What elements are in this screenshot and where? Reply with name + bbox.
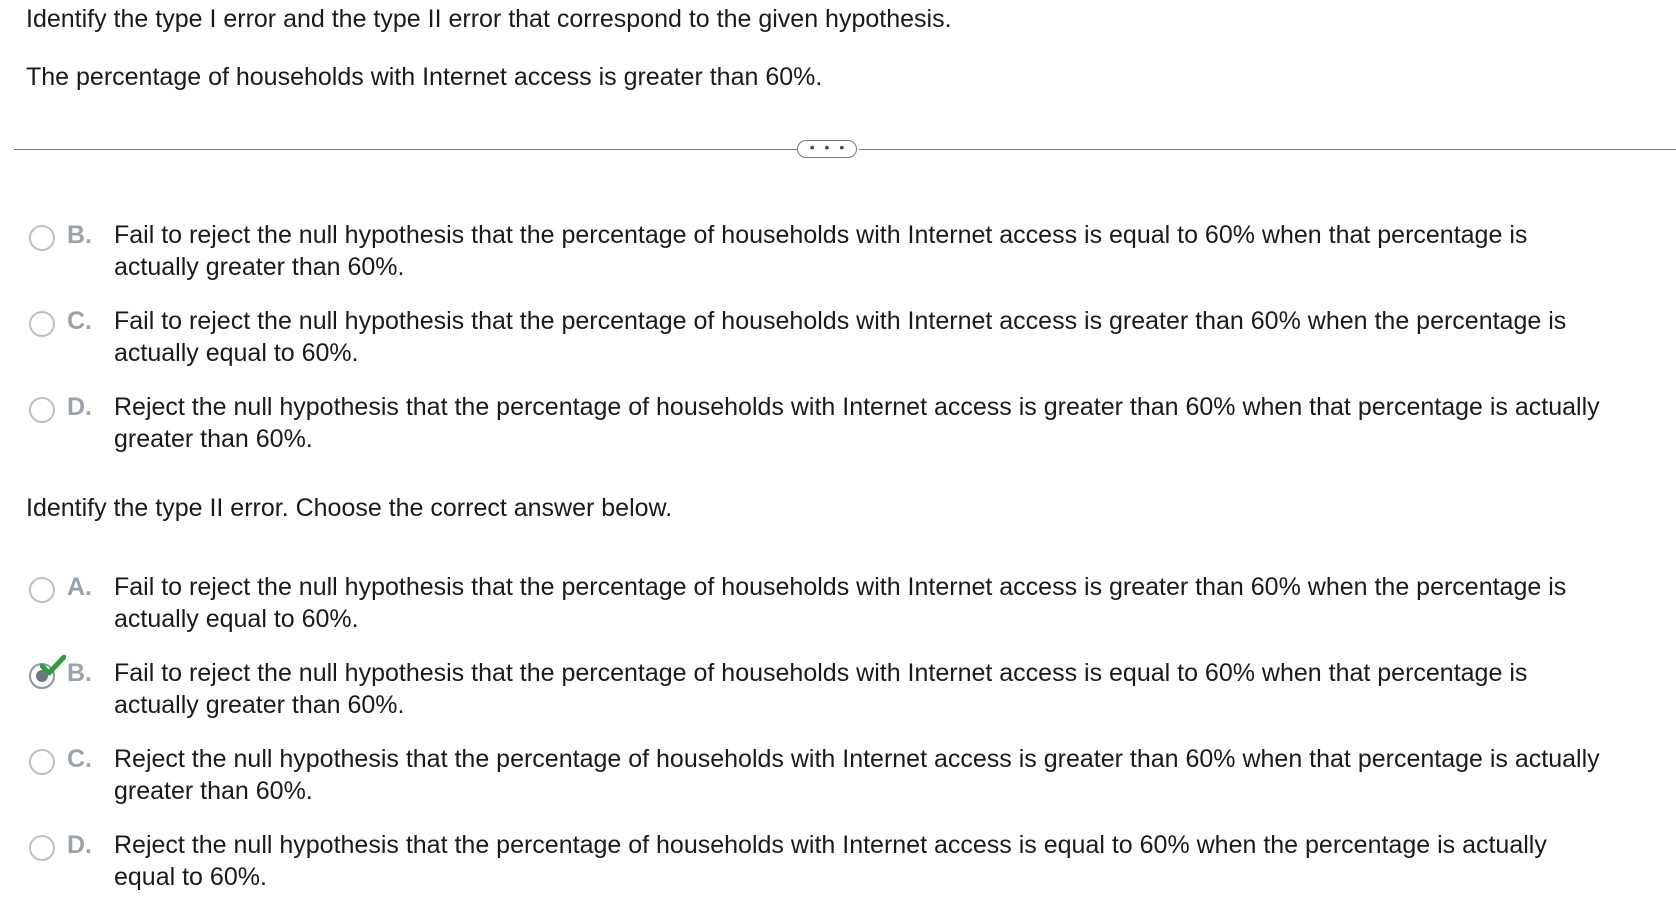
divider-left	[14, 149, 797, 150]
choice-text	[114, 571, 1674, 635]
radio-button[interactable]	[29, 397, 55, 423]
instruction-text: Identify the type I error and the type II error that correspond to the given hypothesis.	[26, 5, 952, 33]
choice-text-line: Fail to reject the null hypothesis that the percentage of households with Internet access is equal to 60% when that percentage is	[114, 659, 1528, 687]
type2-choice-a[interactable]	[0, 571, 1676, 637]
hypothesis-text: The percentage of households with Internet access is greater than 60%.	[26, 63, 823, 91]
choice-text-line: Fail to reject the null hypothesis that the percentage of households with Internet access is greater than 60% when the percentage is	[114, 573, 1567, 601]
choice-letter: A.	[67, 573, 92, 601]
choice-letter: C.	[67, 307, 92, 335]
choice-text-line: actually greater than 60%.	[114, 253, 405, 281]
type2-choice-c[interactable]	[0, 743, 1676, 809]
choice-text	[114, 657, 1674, 721]
choice-text	[114, 305, 1674, 369]
choice-text-line: Reject the null hypothesis that the percentage of households with Internet access is greater than 60% when that percentage is actually	[114, 393, 1600, 421]
radio-button[interactable]	[29, 835, 55, 861]
type2-prompt: Identify the type II error. Choose the correct answer below.	[26, 494, 673, 522]
choice-text	[114, 829, 1674, 893]
radio-button[interactable]	[29, 225, 55, 251]
expand-button[interactable]: • • •	[797, 140, 857, 158]
choice-letter: D.	[67, 393, 92, 421]
choice-text-line: Fail to reject the null hypothesis that the percentage of households with Internet access is equal to 60% when that percentage is	[114, 221, 1528, 249]
type2-choice-d[interactable]	[0, 829, 1676, 895]
choice-text-line: greater than 60%.	[114, 777, 313, 805]
radio-button[interactable]	[29, 311, 55, 337]
choice-text-line: Fail to reject the null hypothesis that the percentage of households with Internet access is greater than 60% when the percentage is	[114, 307, 1567, 335]
type1-choice-c[interactable]	[0, 305, 1676, 371]
choice-letter: D.	[67, 831, 92, 859]
radio-button[interactable]	[29, 577, 55, 603]
choice-text	[114, 391, 1674, 455]
type2-choice-b[interactable]	[0, 657, 1676, 723]
type1-choice-b[interactable]	[0, 219, 1676, 285]
choice-letter: B.	[67, 659, 92, 687]
choice-text-line: Reject the null hypothesis that the percentage of households with Internet access is equal to 60% when the percentage is actually	[114, 831, 1547, 859]
choice-text	[114, 743, 1674, 807]
choice-text-line: actually equal to 60%.	[114, 605, 359, 633]
choice-text	[114, 219, 1674, 283]
type1-choice-d[interactable]	[0, 391, 1676, 457]
choice-text-line: equal to 60%.	[114, 863, 267, 891]
correct-checkmark-icon	[40, 655, 66, 677]
choice-text-line: actually greater than 60%.	[114, 691, 405, 719]
choice-text-line: Reject the null hypothesis that the percentage of households with Internet access is greater than 60% when that percentage is actually	[114, 745, 1600, 773]
choice-letter: B.	[67, 221, 92, 249]
choice-text-line: greater than 60%.	[114, 425, 313, 453]
divider-right	[859, 149, 1676, 150]
choice-text-line: actually equal to 60%.	[114, 339, 359, 367]
radio-button[interactable]	[29, 749, 55, 775]
choice-letter: C.	[67, 745, 92, 773]
